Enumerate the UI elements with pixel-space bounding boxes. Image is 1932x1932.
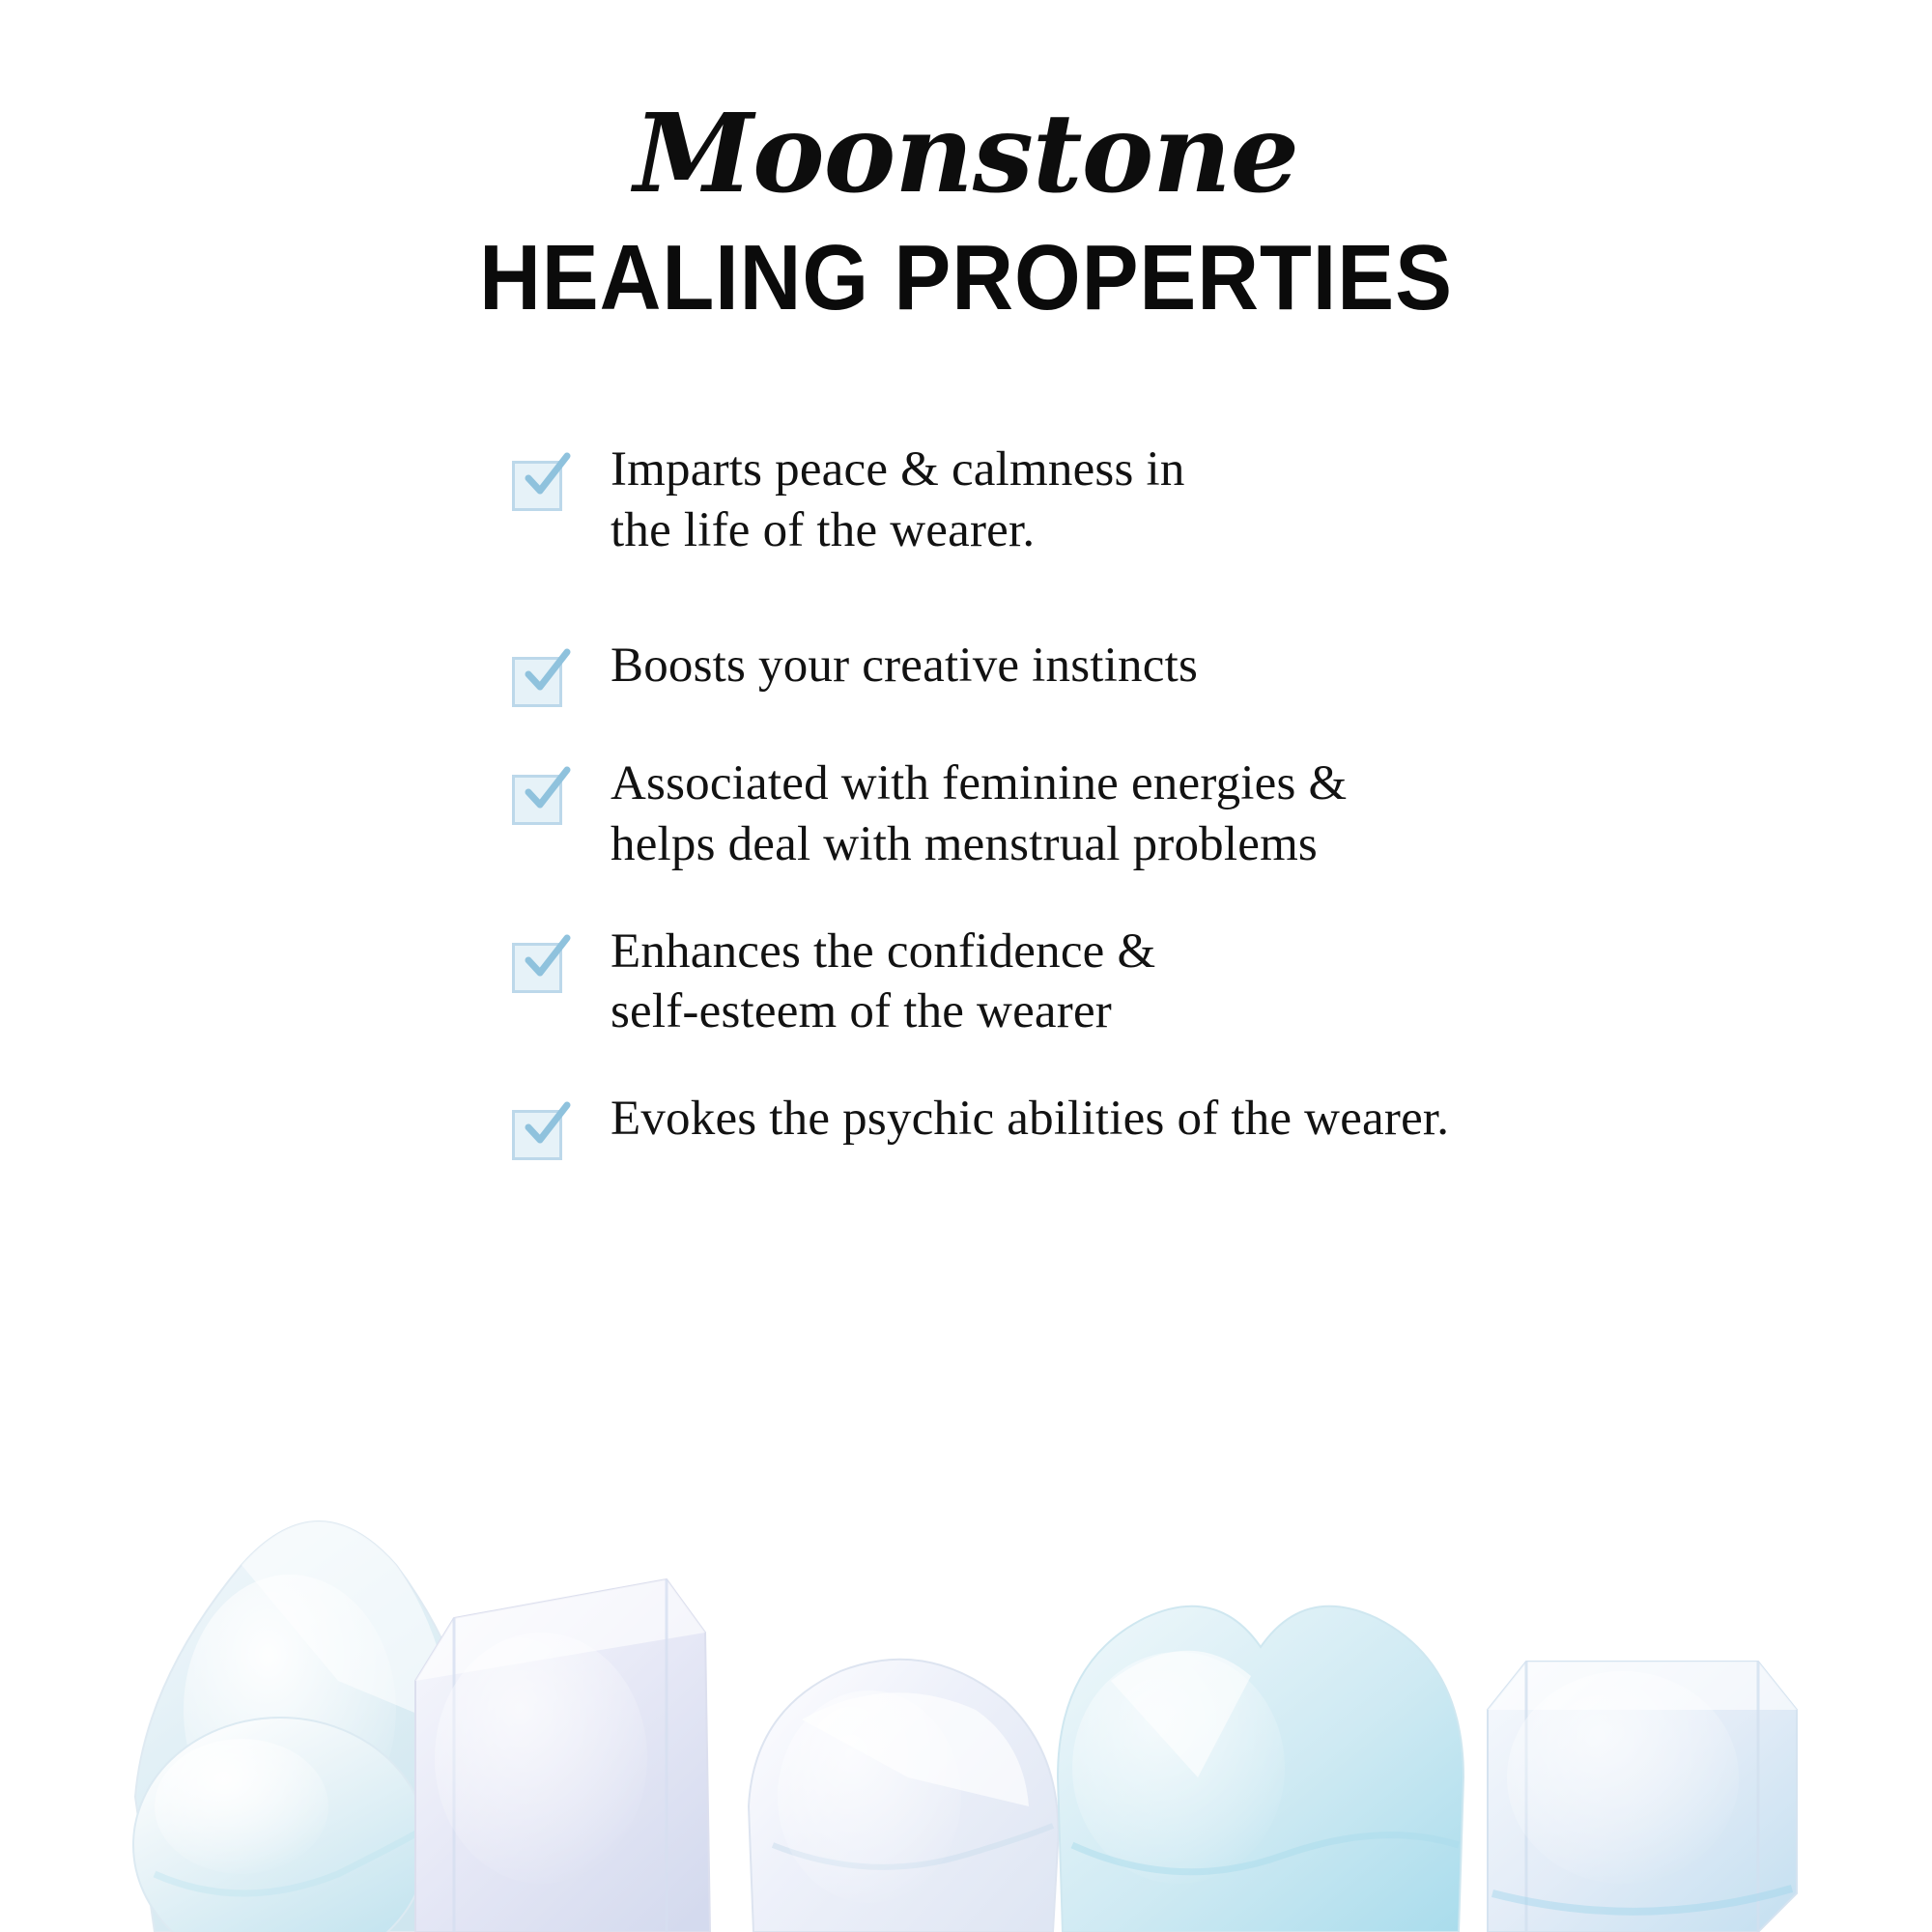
list-item-line: Boosts your creative instincts: [611, 639, 1198, 694]
list-item-text: [611, 753, 1347, 874]
stone-emerald-cut-rough: [415, 1579, 710, 1932]
stone-pear-faceted: [749, 1660, 1058, 1932]
healing-properties-list: [0, 440, 1932, 1160]
list-item: [0, 440, 1932, 560]
list-item-line: the life of the wearer.: [611, 502, 1036, 557]
list-item-line: Associated with feminine energies &: [611, 756, 1348, 811]
page-title-script: Moonstone: [634, 91, 1298, 217]
list-item-line: self-esteem of the wearer: [611, 984, 1112, 1039]
checkbox-checked-icon: [512, 1110, 562, 1160]
list-item: [0, 636, 1932, 707]
checkbox-checked-icon: [512, 775, 562, 825]
header: [0, 0, 1932, 327]
list-item-text: [611, 1089, 1449, 1150]
list-item: [0, 753, 1932, 874]
list-item-text: [611, 636, 1198, 696]
list-item-line: Enhances the confidence &: [611, 923, 1156, 979]
stone-heart-cabochon: [1058, 1606, 1463, 1932]
checkbox-checked-icon: [512, 461, 562, 511]
stone-cushion-cut: [1488, 1662, 1797, 1932]
list-item-text: [611, 922, 1155, 1042]
list-item-text: [611, 440, 1185, 560]
checkbox-checked-icon: [512, 943, 562, 993]
checkbox-checked-icon: [512, 657, 562, 707]
list-item-line: Imparts peace & calmness in: [611, 441, 1185, 497]
list-item: [0, 1089, 1932, 1160]
list-item-line: helps deal with menstrual problems: [611, 816, 1318, 871]
list-item: [0, 922, 1932, 1042]
moonstone-gems-illustration: [0, 1391, 1932, 1932]
list-item-line: Evokes the psychic abilities of the wearer.: [611, 1092, 1450, 1147]
page-title: HEALING PROPERTIES: [479, 226, 1453, 329]
